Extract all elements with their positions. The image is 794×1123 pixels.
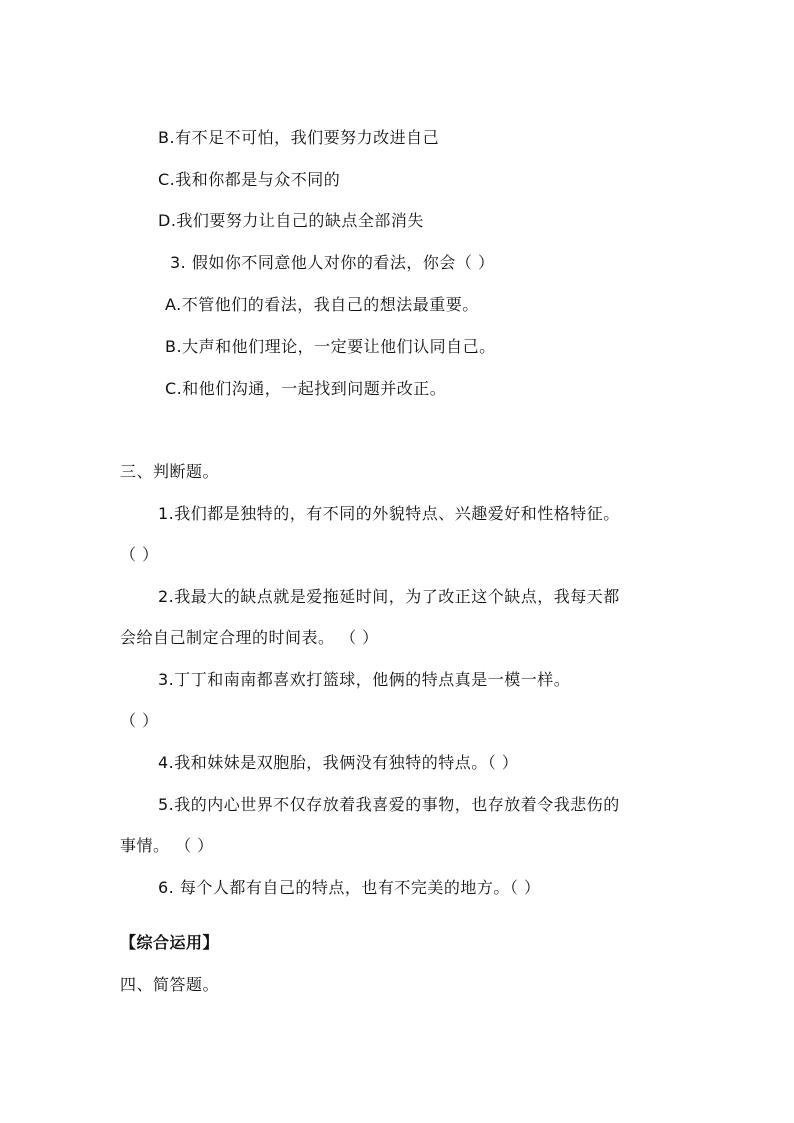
- judge-item-5-cont: 事情。 （ ）: [120, 836, 214, 855]
- q3-option-b: B.大声和他们理论，一定要让他们认同自己。: [165, 337, 496, 356]
- q3-option-a: A.不管他们的看法，我自己的想法最重要。: [165, 295, 479, 314]
- judge-item-2: 2.我最大的缺点就是爱拖延时间，为了改正这个缺点，我每天都: [158, 587, 620, 606]
- judge-item-1-blank: （ ）: [120, 545, 159, 564]
- q2-option-b: B.有不足不可怕，我们要努力改进自己: [158, 128, 440, 147]
- section3-title: 三、判断题。: [120, 462, 220, 481]
- q2-option-c: C.我和你都是与众不同的: [158, 170, 341, 189]
- judge-item-2-cont: 会给自己制定合理的时间表。 （ ）: [120, 628, 379, 647]
- q3-option-c: C.和他们沟通，一起找到问题并改正。: [165, 379, 447, 398]
- judge-item-3-blank: （ ）: [120, 711, 159, 730]
- judge-item-1: 1.我们都是独特的，有不同的外貌特点、兴趣爱好和性格特征。: [158, 504, 620, 523]
- q2-option-d: D.我们要努力让自己的缺点全部消失: [158, 211, 424, 230]
- section4-title: 四、简答题。: [120, 975, 220, 994]
- judge-item-6: 6. 每个人都有自己的特点，也有不完美的地方。（ ）: [158, 878, 541, 897]
- judge-item-5: 5.我的内心世界不仅存放着我喜爱的事物，也存放着令我悲伤的: [158, 795, 620, 814]
- judge-item-4: 4.我和妹妹是双胞胎，我俩没有独特的特点。（ ）: [158, 753, 519, 772]
- q3-stem: 3. 假如你不同意他人对你的看法，你会（ ）: [170, 253, 495, 272]
- judge-item-3: 3.丁丁和南南都喜欢打篮球，他俩的特点真是一模一样。: [158, 670, 571, 689]
- section-heading: 【综合运用】: [120, 933, 220, 952]
